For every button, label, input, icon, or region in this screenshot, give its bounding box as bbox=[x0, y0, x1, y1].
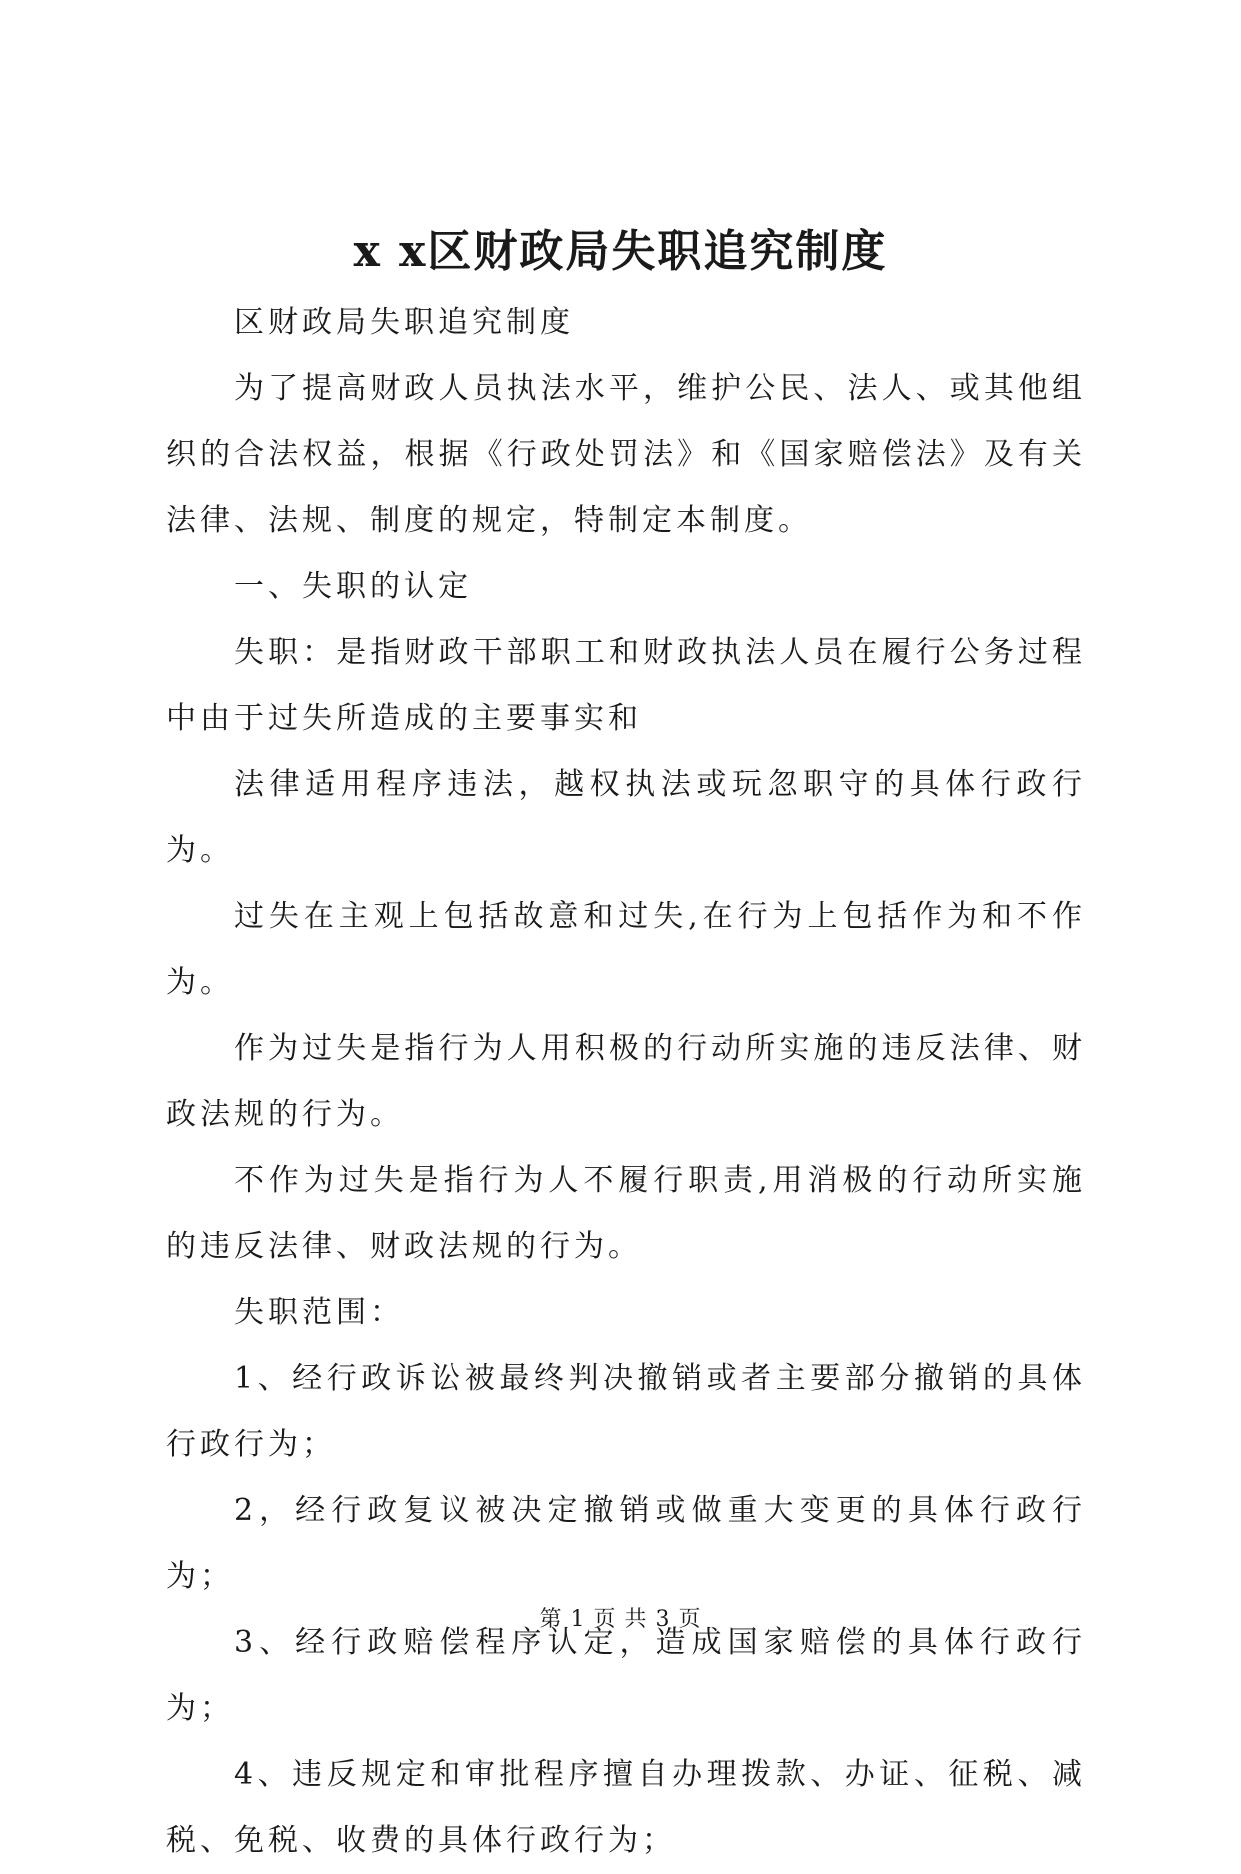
paragraph-scope-heading: 失职范围： bbox=[234, 1295, 404, 1330]
paragraph-fault-types: 过失在主观上包括故意和过失,在行为上包括作为和不作为。 bbox=[166, 899, 1086, 1000]
paragraph-act-fault: 作为过失是指行为人用积极的行动所实施的违反法律、财政法规的行为。 bbox=[166, 1031, 1086, 1132]
paragraph-subtitle: 区财政局失职追究制度 bbox=[234, 305, 574, 340]
list-item-4: 4、违反规定和审批程序擅自办理拨款、办证、征税、减税、免税、收费的具体行政行为； bbox=[166, 1757, 1086, 1858]
list-item-2: 2，经行政复议被决定撤销或做重大变更的具体行政行为； bbox=[166, 1493, 1086, 1594]
page-footer: 第 1 页 共 3 页 bbox=[539, 1607, 702, 1632]
list-item-1: 1、经行政诉讼被最终判决撤销或者主要部分撤销的具体行政行为； bbox=[166, 1361, 1086, 1462]
paragraph-definition-cont: 法律适用程序违法，越权执法或玩忽职守的具体行政行为。 bbox=[166, 767, 1086, 868]
paragraph-purpose: 为了提高财政人员执法水平，维护公民、法人、或其他组织的合法权益，根据《行政处罚法》和《国家赔偿法》及有关法律、法规、制度的规定，特制定本制度。 bbox=[166, 371, 1086, 538]
paragraph-omission-fault: 不作为过失是指行为人不履行职责,用消极的行动所实施的违反法律、财政法规的行为。 bbox=[166, 1163, 1086, 1264]
list-item-3: 3、经行政赔偿程序认定，造成国家赔偿的具体行政行为； bbox=[166, 1625, 1086, 1726]
paragraph-definition: 失职：是指财政干部职工和财政执法人员在履行公务过程中由于过失所造成的主要事实和 bbox=[166, 635, 1086, 736]
section-heading-1: 一、失职的认定 bbox=[234, 569, 472, 604]
document-title: x x区财政局失职追究制度 bbox=[353, 226, 888, 277]
document-body bbox=[166, 290, 1086, 1874]
